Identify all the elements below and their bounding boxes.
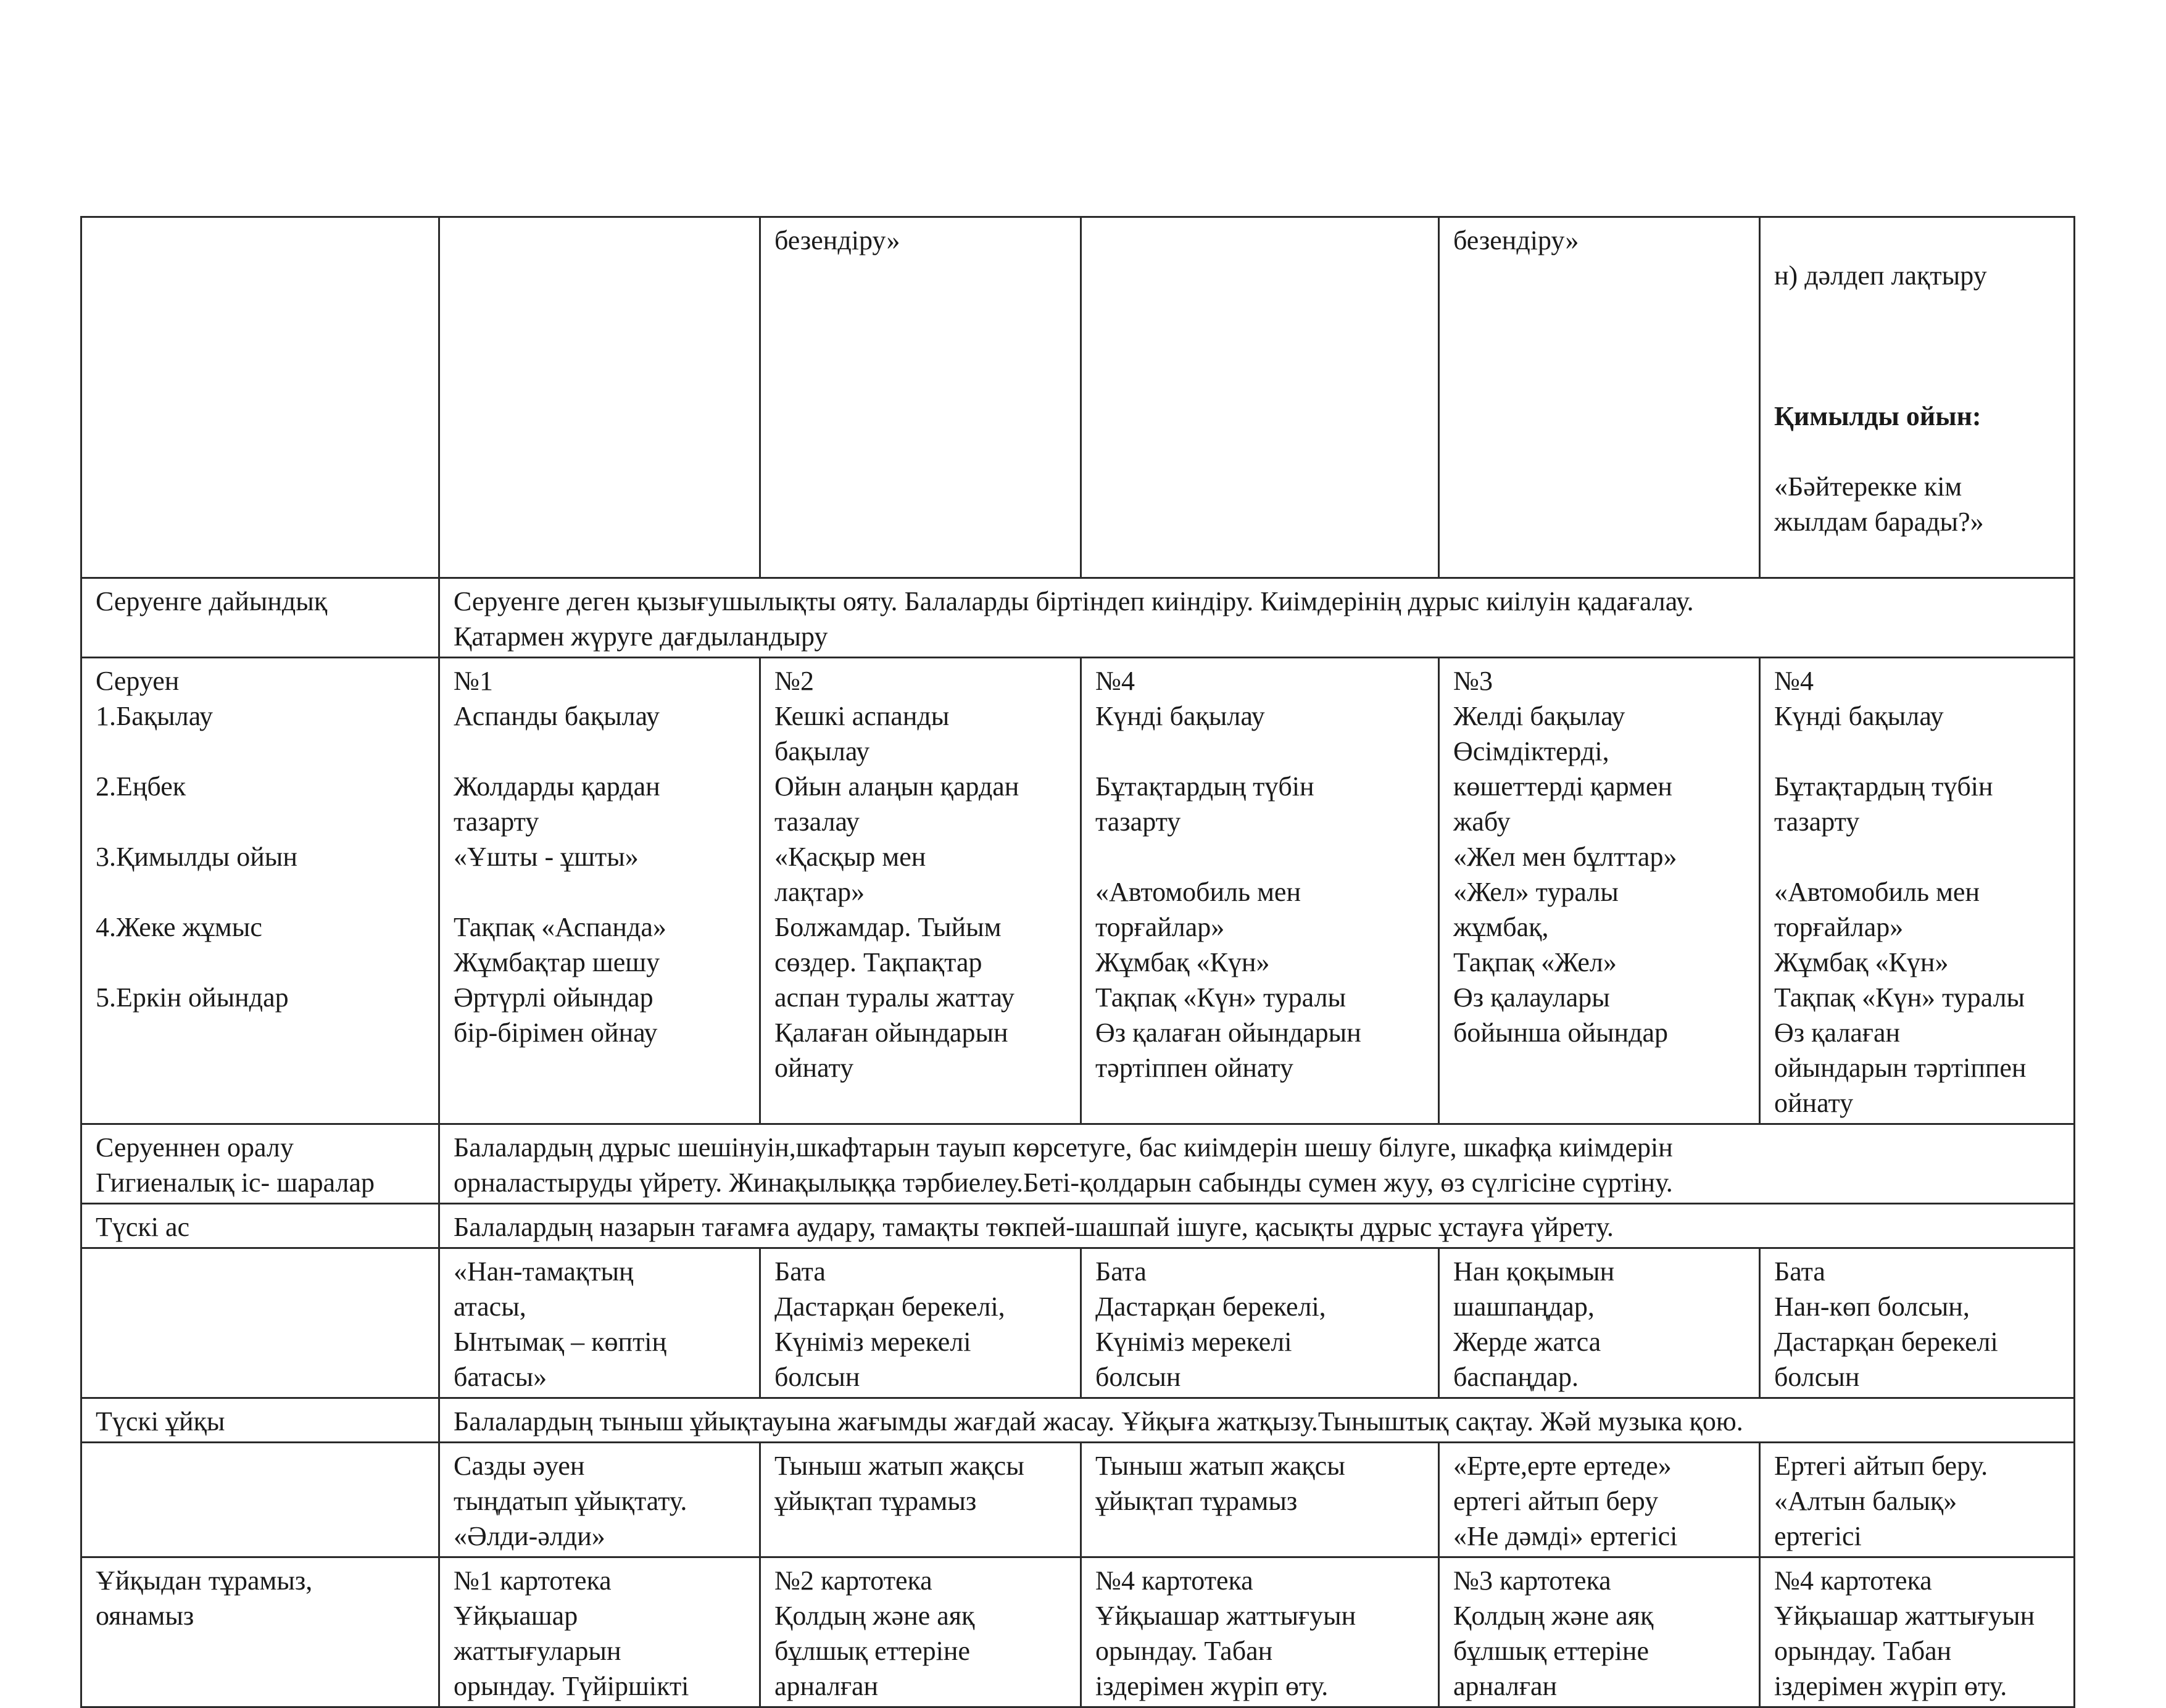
nap-text: Балалардың тыныш ұйықтауына жағымды жағдай жасау. Ұйқыға жатқызу.Тыныштық сақтау. Жәй музыка қою. xyxy=(439,1398,2075,1443)
walk-day1: №1 Аспанды бақылау Жолдарды қардан тазарту «Ұшты - ұшты» Тақпақ «Аспанда» Жұмбақтар шешу Әртүрлі ойындар бір-бірімен ойнау xyxy=(439,658,760,1124)
table-row xyxy=(81,1248,2075,1398)
table-row xyxy=(81,217,2075,578)
walk-day3: №4 Күнді бақылау Бұтақтардың түбін тазарту «Автомобиль мен торғайлар» Жұмбақ «Күн» Тақпақ «Күн» туралы Өз қалаған ойындарын тәртіппен ойнату xyxy=(1081,658,1439,1124)
row-label-walk: Серуен 1.Бақылау 2.Еңбек 3.Қимылды ойын 4.Жеке жұмыс 5.Еркін ойындар xyxy=(81,658,439,1124)
wake-day1: №1 картотека Ұйқыашар жаттығуларын орындау. Түйіршікті xyxy=(439,1557,760,1707)
nap-day3: Тыныш жатып жақсы ұйықтап тұрамыз xyxy=(1081,1443,1439,1557)
lunch-day5: Бата Нан-көп болсын, Дастарқан берекелі болсын xyxy=(1760,1248,2075,1398)
active-game-name: «Бәйтерекке кім жылдам барады?» xyxy=(1774,471,1984,537)
lunch-day4: Нан қоқымын шашпаңдар, Жерде жатса баспаңдар. xyxy=(1439,1248,1760,1398)
table-row xyxy=(81,1557,2075,1707)
active-game-heading: Қимылды ойын: xyxy=(1774,401,1981,431)
row-label-wake: Ұйқыдан тұрамыз, оянамыз xyxy=(81,1557,439,1707)
table-row xyxy=(81,1124,2075,1204)
wake-day5: №4 картотека Ұйқыашар жаттығуын орындау. Табан іздерімен жүріп өту. xyxy=(1760,1557,2075,1707)
table-row xyxy=(81,1204,2075,1248)
row-label-nap: Түскі ұйқы xyxy=(81,1398,439,1443)
row-label-empty xyxy=(81,1443,439,1557)
row-label-cell xyxy=(81,217,439,578)
row-label-return: Серуеннен оралу Гигиеналық іс- шаралар xyxy=(81,1124,439,1204)
daily-plan-table xyxy=(80,216,2075,1708)
row-label-prep: Серуенге дайындық xyxy=(81,578,439,658)
day2-cell: безендіру» xyxy=(760,217,1081,578)
row-label-lunch: Түскі ас xyxy=(81,1204,439,1248)
lunch-day1: «Нан-тамақтың атасы, Ынтымақ – көптің батасы» xyxy=(439,1248,760,1398)
prep-text: Серуенге деген қызығушылықты ояту. Балаларды біртіндеп киіндіру. Киімдерінің дұрыс киілуін қадағалау. Қатармен жүруге дағдыландыру xyxy=(439,578,2075,658)
return-text: Балалардың дұрыс шешінуін,шкафтарын тауып көрсетуге, бас киімдерін шешу білуге, шкафқа киімдерін орналастыруды үйрету. Жинақылыққа тәрбиелеу.Беті-қолдарын сабынды сумен жуу, өз сүлгісіне сүртіну. xyxy=(439,1124,2075,1204)
walk-day2: №2 Кешкі аспанды бақылау Ойын алаңын қардан тазалау «Қасқыр мен лақтар» Болжамдар. Тыйым сөздер. Тақпақтар аспан туралы жаттау Қалаған ойындарын ойнату xyxy=(760,658,1081,1124)
table-row xyxy=(81,658,2075,1124)
wake-day3: №4 картотека Ұйқыашар жаттығуын орындау. Табан іздерімен жүріп өту. xyxy=(1081,1557,1439,1707)
nap-day2: Тыныш жатып жақсы ұйықтап тұрамыз xyxy=(760,1443,1081,1557)
wake-day4: №3 картотека Қолдың және аяқ бұлшық еттеріне арналған xyxy=(1439,1557,1760,1707)
day5-cell xyxy=(1760,217,2075,578)
nap-day5: Ертегі айтып беру. «Алтын балық» ертегісі xyxy=(1760,1443,2075,1557)
day4-cell: безендіру» xyxy=(1439,217,1760,578)
table-row xyxy=(81,578,2075,658)
walk-day4: №3 Желді бақылау Өсімдіктерді, көшеттерді қармен жабу «Жел мен бұлттар» «Жел» туралы жұмбақ, Тақпақ «Жел» Өз қалаулары бойынша ойындар xyxy=(1439,658,1760,1124)
row-label-empty xyxy=(81,1248,439,1398)
lunch-text: Балалардың назарын тағамға аудару, тамақты төкпей-шашпай ішуге, қасықты дұрыс ұстауға үйрету. xyxy=(439,1204,2075,1248)
table-row xyxy=(81,1443,2075,1557)
lunch-day2: Бата Дастарқан берекелі, Күніміз мерекелі болсын xyxy=(760,1248,1081,1398)
schedule-sheet xyxy=(80,216,2073,1708)
wake-day2: №2 картотека Қолдың және аяқ бұлшық еттеріне арналған xyxy=(760,1557,1081,1707)
nap-day1: Сазды әуен тыңдатып ұйықтату. «Әлди-әлди» xyxy=(439,1443,760,1557)
nap-day4: «Ерте,ерте ертеде» ертегі айтып беру «Не дәмді» ертегісі xyxy=(1439,1443,1760,1557)
table-row xyxy=(81,1398,2075,1443)
throw-text: н) дәлдеп лақтыру xyxy=(1774,260,1987,291)
day3-cell xyxy=(1081,217,1439,578)
lunch-day3: Бата Дастарқан берекелі, Күніміз мерекелі болсын xyxy=(1081,1248,1439,1398)
walk-day5: №4 Күнді бақылау Бұтақтардың түбін тазарту «Автомобиль мен торғайлар» Жұмбақ «Күн» Тақпақ «Күн» туралы Өз қалаған ойындарын тәртіппен ойнату xyxy=(1760,658,2075,1124)
day1-cell xyxy=(439,217,760,578)
